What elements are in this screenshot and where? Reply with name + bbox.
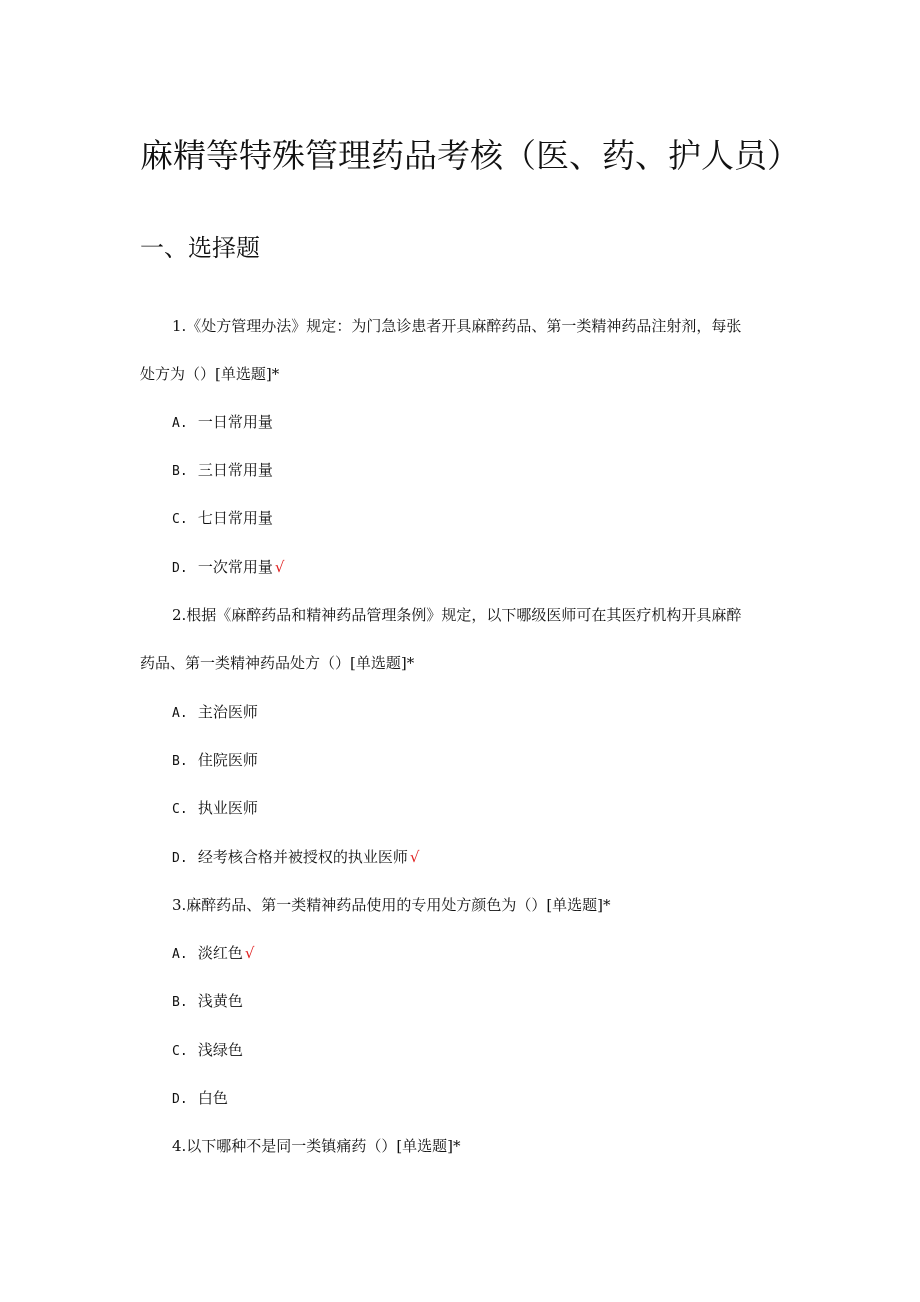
option-text: 白色 <box>197 1089 228 1107</box>
question-2-option-c[interactable]: C. 执业医师 <box>172 797 258 821</box>
correct-check-icon: √ <box>274 558 285 576</box>
question-1-option-c[interactable]: C. 七日常用量 <box>172 507 273 531</box>
section-heading: 一、选择题 <box>140 234 260 262</box>
option-letter: D <box>172 561 180 576</box>
question-2-line-1: 2.根据《麻醉药品和精神药品管理条例》规定，以下哪级医师可在其医疗机构开具麻醉 <box>172 606 742 624</box>
question-4-line-1: 4.以下哪种不是同一类镇痛药（）[单选题]* <box>172 1137 461 1155</box>
option-letter: A <box>172 416 180 431</box>
question-3-option-a[interactable]: A. 淡红色 √ <box>172 942 254 966</box>
question-3-line-1: 3.麻醉药品、第一类精神药品使用的专用处方颜色为（）[单选题]* <box>172 896 611 914</box>
option-text: 浅绿色 <box>197 1041 243 1059</box>
option-text: 淡红色 <box>197 944 243 962</box>
option-letter: B <box>172 995 180 1010</box>
option-letter: A <box>172 706 180 721</box>
option-letter: A <box>172 947 180 962</box>
option-letter: D <box>172 1092 180 1107</box>
question-3-option-c[interactable]: C. 浅绿色 <box>172 1039 243 1063</box>
option-letter: B <box>172 464 180 479</box>
question-1-line-1: 1.《处方管理办法》规定：为门急诊患者开具麻醉药品、第一类精神药品注射剂，每张 <box>172 317 742 335</box>
option-text: 一日常用量 <box>197 413 273 431</box>
question-1-option-b[interactable]: B. 三日常用量 <box>172 459 273 483</box>
question-3-option-b[interactable]: B. 浅黄色 <box>172 990 243 1014</box>
option-letter: C <box>172 512 180 527</box>
question-1-option-a[interactable]: A. 一日常用量 <box>172 411 273 435</box>
option-text: 住院医师 <box>197 751 258 769</box>
question-2-line-2: 药品、第一类精神药品处方（）[单选题]* <box>140 654 415 672</box>
question-1-line-2: 处方为（）[单选题]* <box>140 365 280 383</box>
option-text: 经考核合格并被授权的执业医师 <box>197 848 408 866</box>
question-3-option-d[interactable]: D. 白色 <box>172 1087 228 1111</box>
option-letter: B <box>172 754 180 769</box>
question-1-option-d[interactable]: D. 一次常用量 √ <box>172 556 284 580</box>
option-text: 主治医师 <box>197 703 258 721</box>
question-2-option-d[interactable]: D. 经考核合格并被授权的执业医师 √ <box>172 846 419 870</box>
option-text: 执业医师 <box>197 799 258 817</box>
question-2-option-a[interactable]: A. 主治医师 <box>172 701 258 725</box>
option-text: 浅黄色 <box>197 992 243 1010</box>
correct-check-icon: √ <box>409 848 420 866</box>
correct-check-icon: √ <box>244 944 255 962</box>
question-2-option-b[interactable]: B. 住院医师 <box>172 749 258 773</box>
option-letter: C <box>172 802 180 817</box>
option-letter: C <box>172 1044 180 1059</box>
option-text: 七日常用量 <box>197 509 273 527</box>
option-text: 一次常用量 <box>197 558 273 576</box>
option-text: 三日常用量 <box>197 461 273 479</box>
option-letter: D <box>172 851 180 866</box>
document-title: 麻精等特殊管理药品考核（医、药、护人员） <box>140 136 800 175</box>
